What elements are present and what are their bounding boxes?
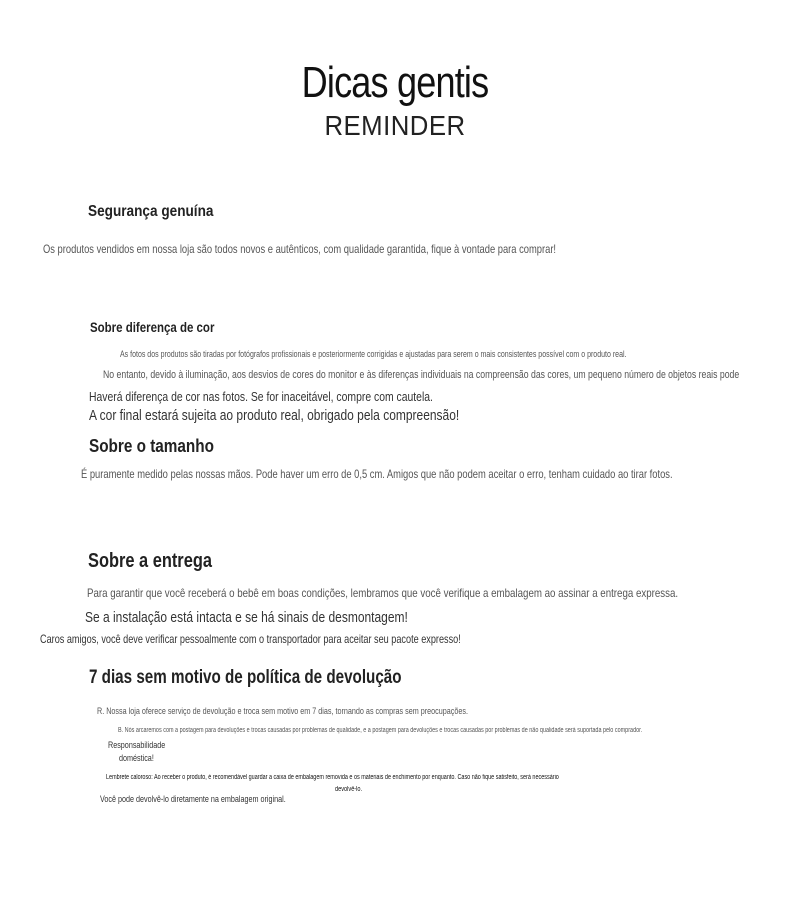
page-title: Dicas gentis bbox=[301, 58, 489, 107]
delivery-line-2: Se a instalação está intacta e se há sinais de desmontagem! bbox=[85, 609, 408, 626]
color-line-4: A cor final estará sujeita ao produto real, obrigado pela compreensão! bbox=[89, 407, 460, 424]
returns-line-2: B. Nós arcaremos com a postagem para devoluções e trocas causadas por problemas de qualidade, e a postagem para devoluções e trocas causadas por problemas de não qualidade será suportada pelo comprador. bbox=[118, 727, 643, 734]
delivery-line-3: Caros amigos, você deve verificar pessoalmente com o transportador para aceitar seu pacote expresso! bbox=[40, 632, 461, 646]
returns-line-5: Lembrete caloroso: Ao receber o produto, é recomendável guardar a caixa de embalagem removida e os materiais de enchimento por enquanto. Caso não fique satisfeito, será necessário bbox=[106, 774, 559, 781]
page-subtitle: REMINDER bbox=[324, 110, 466, 141]
color-line-3: Haverá diferença de cor nas fotos. Se for inaceitável, compre com cautela. bbox=[89, 389, 433, 404]
returns-line-3: Responsabilidade bbox=[108, 740, 166, 750]
size-heading: Sobre o tamanho bbox=[89, 436, 214, 456]
color-heading: Sobre diferença de cor bbox=[90, 319, 215, 335]
genuine-text: Os produtos vendidos em nossa loja são todos novos e autênticos, com qualidade garantida, fique à vontade para comprar! bbox=[43, 242, 557, 256]
delivery-heading: Sobre a entrega bbox=[88, 550, 212, 572]
returns-line-1: R. Nossa loja oferece serviço de devolução e troca sem motivo em 7 dias, tornando as compras sem preocupações. bbox=[97, 706, 468, 716]
returns-line-4: doméstica! bbox=[119, 753, 154, 763]
returns-line-6: devolvê-lo. bbox=[335, 786, 363, 793]
genuine-heading: Segurança genuína bbox=[88, 203, 214, 220]
color-line-1: As fotos dos produtos são tiradas por fotógrafos profissionais e posteriormente corrigidas e ajustadas para serem o mais consistentes possível com o produto real. bbox=[120, 349, 627, 359]
color-line-2: No entanto, devido à iluminação, aos desvios de cores do monitor e às diferenças individuais na compreensão das cores, um pequeno número de objetos reais pode bbox=[103, 369, 740, 381]
delivery-line-1: Para garantir que você receberá o bebê em boas condições, lembramos que você verifique a embalagem ao assinar a entrega expressa. bbox=[87, 586, 679, 600]
returns-heading: 7 dias sem motivo de política de devolução bbox=[89, 667, 402, 688]
returns-line-7: Você pode devolvê-lo diretamente na embalagem original. bbox=[100, 794, 286, 804]
size-text: É puramente medido pelas nossas mãos. Pode haver um erro de 0,5 cm. Amigos que não podem aceitar o erro, tenham cuidado ao tirar fotos. bbox=[81, 467, 673, 481]
